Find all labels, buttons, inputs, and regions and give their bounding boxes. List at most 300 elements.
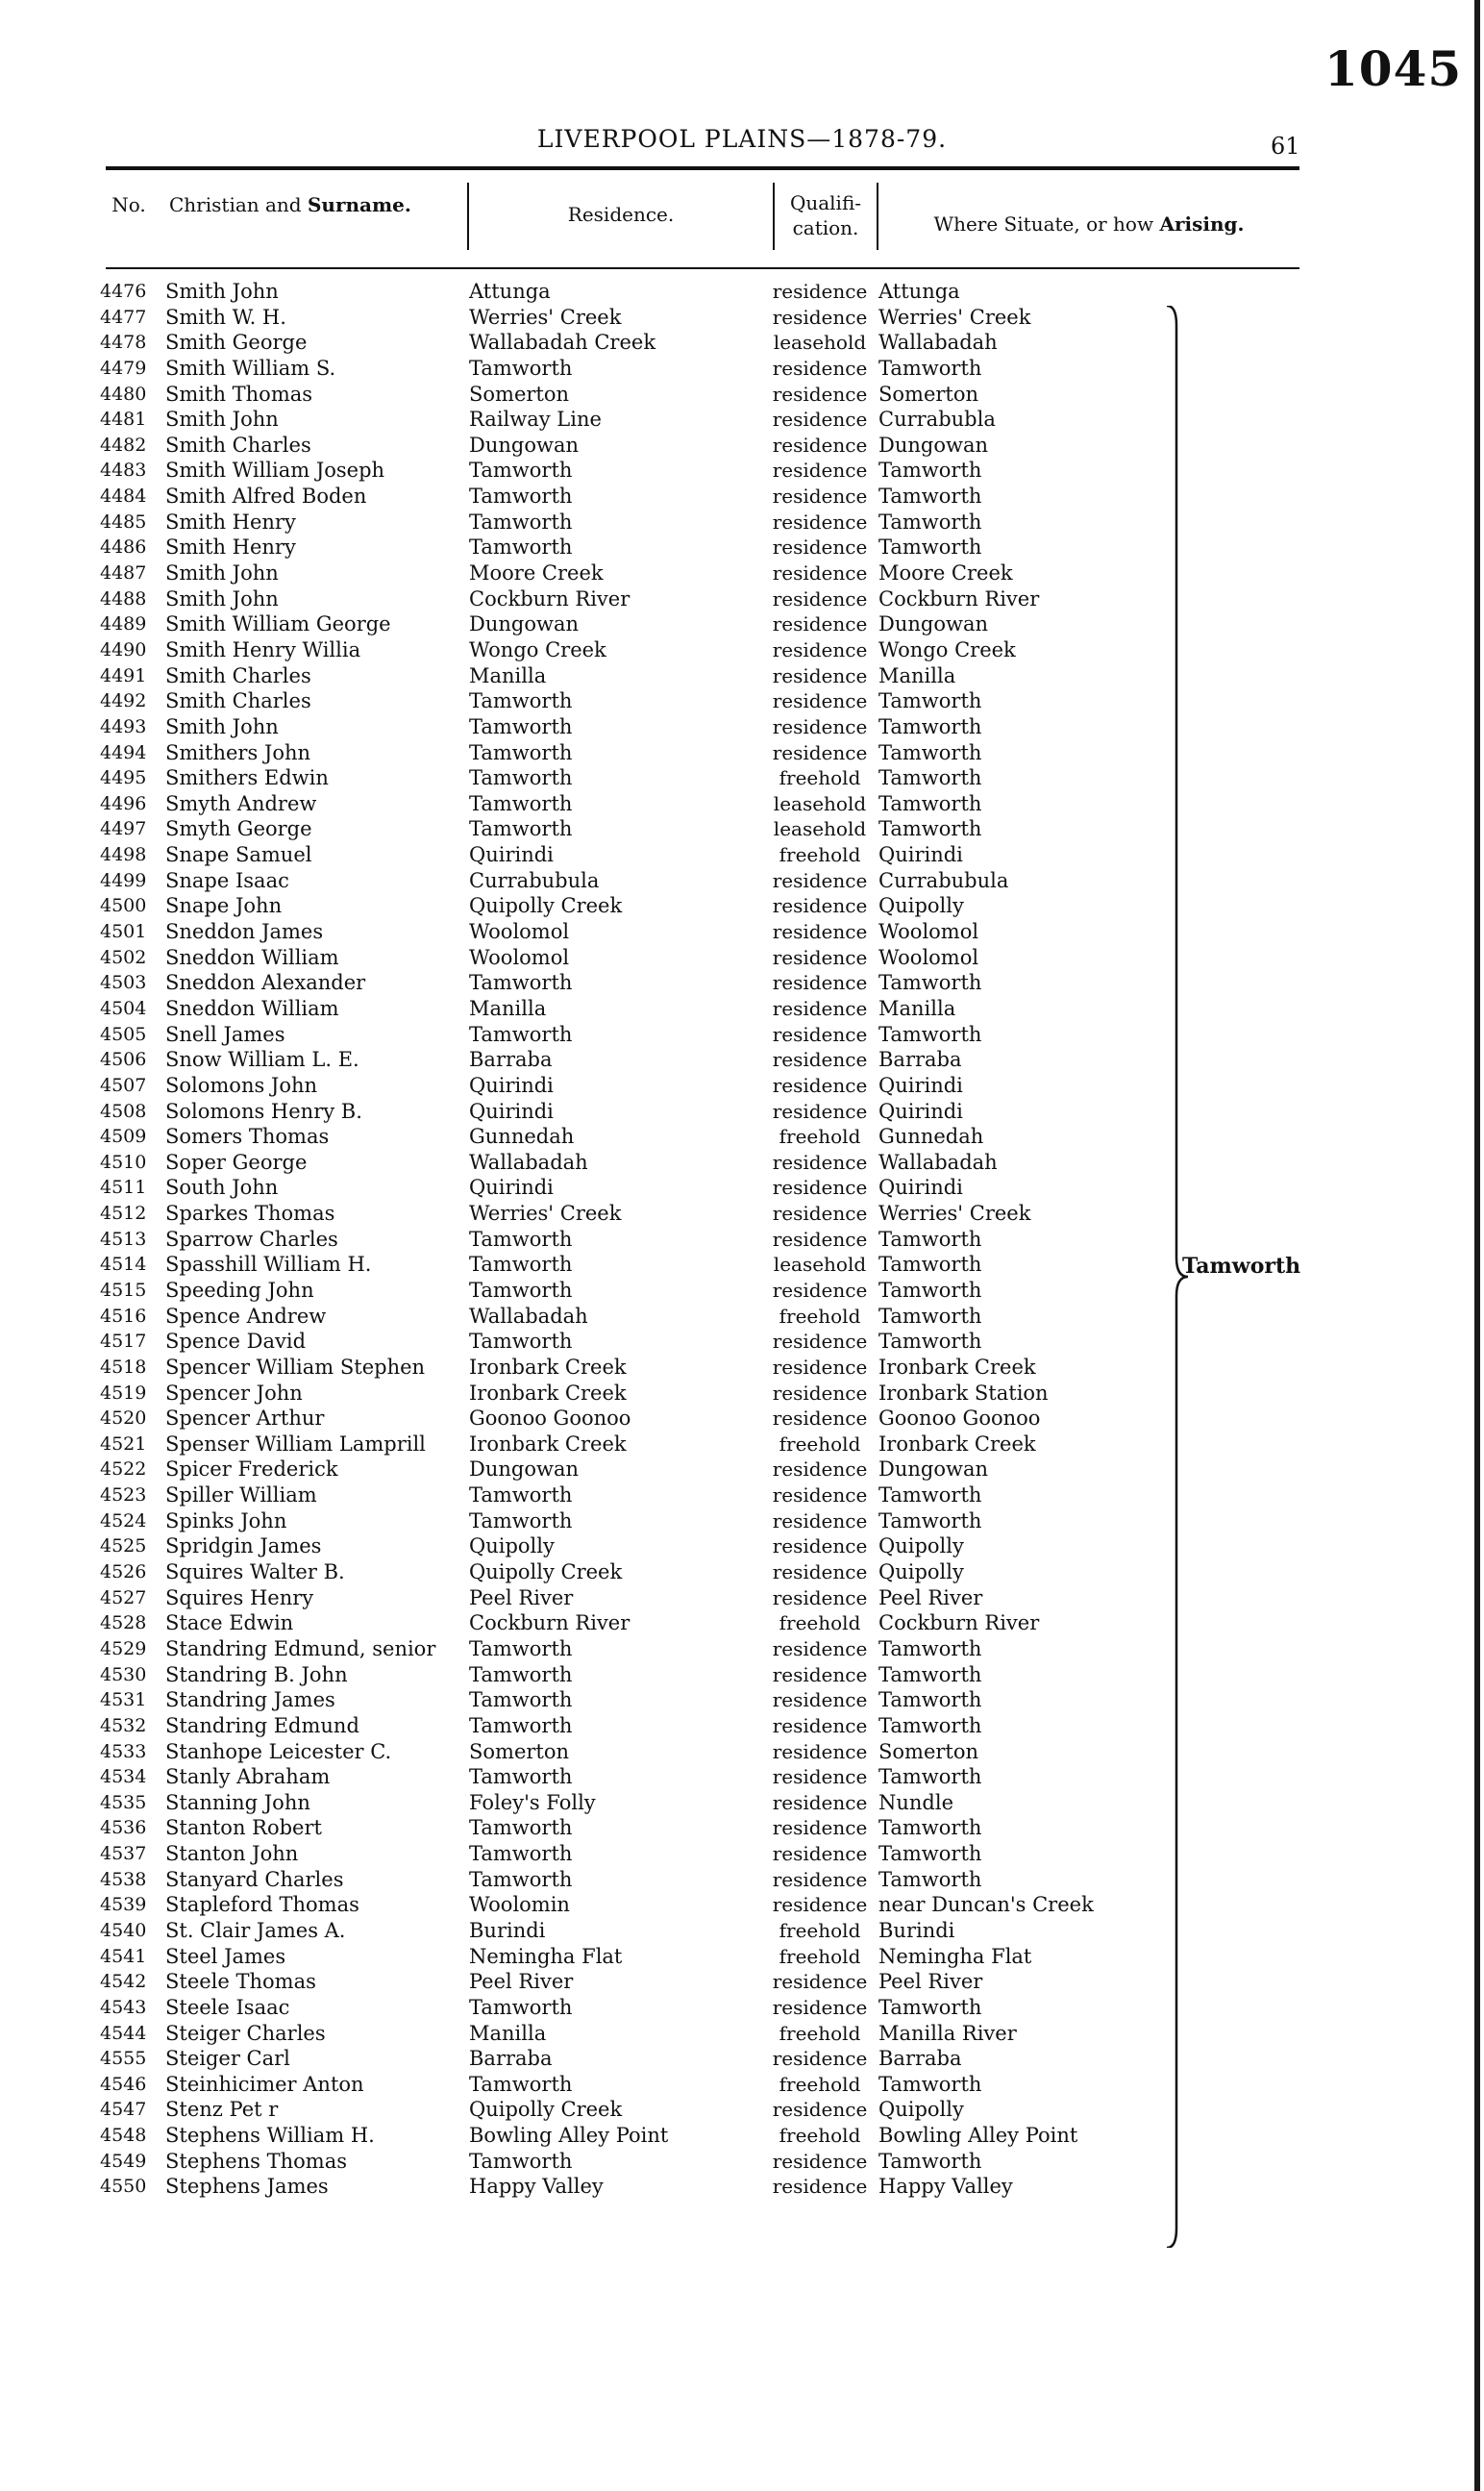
entry-where-situate: Tamworth — [878, 766, 982, 790]
table-row — [0, 1841, 1484, 1867]
entry-number: 4526 — [100, 1561, 147, 1583]
entry-where-situate: Peel River — [878, 1970, 983, 1994]
entry-name: Stanning John — [165, 1790, 310, 1814]
entry-number: 4497 — [100, 818, 147, 840]
entry-number: 4521 — [100, 1432, 147, 1455]
entry-residence: Dungowan — [469, 612, 579, 636]
entry-qualification: residence — [772, 561, 868, 585]
entry-residence: Tamworth — [469, 1330, 573, 1354]
entry-qualification: freehold — [779, 1919, 861, 1942]
entry-name: Sparrow Charles — [165, 1227, 338, 1251]
entry-number: 4495 — [100, 767, 147, 789]
entry-number: 4548 — [100, 2125, 147, 2147]
entry-number: 4486 — [100, 536, 147, 559]
table-row — [0, 1175, 1484, 1201]
entry-residence: Tamworth — [469, 1842, 573, 1866]
entry-residence: Tamworth — [469, 1867, 573, 1891]
entry-residence: Wallabadah Creek — [469, 331, 656, 355]
entry-residence: Attunga — [469, 280, 551, 303]
entry-name: Smyth George — [165, 817, 312, 841]
entry-number: 4494 — [100, 741, 147, 763]
stamp-number: 1045 — [1324, 40, 1463, 97]
table-row — [0, 816, 1484, 842]
entry-name: Smithers Edwin — [165, 766, 329, 790]
entry-where-situate: Cockburn River — [878, 1611, 1040, 1635]
entry-residence: Quipolly Creek — [469, 894, 623, 918]
entry-number: 4503 — [100, 972, 147, 994]
entry-where-situate: Cockburn River — [878, 586, 1040, 610]
column-header-where: Where Situate, or how Arising. — [933, 212, 1245, 236]
table-row — [0, 1022, 1484, 1048]
entry-residence: Tamworth — [469, 2072, 573, 2096]
entry-where-situate: Quipolly — [878, 1560, 964, 1584]
entry-number: 4505 — [100, 1023, 147, 1045]
entry-residence: Tamworth — [469, 766, 573, 790]
entry-name: Snell James — [165, 1022, 285, 1046]
entry-number: 4502 — [100, 946, 147, 968]
entry-number: 4509 — [100, 1126, 147, 1148]
entry-where-situate: Tamworth — [878, 485, 982, 509]
entry-number: 4500 — [100, 895, 147, 917]
entry-number: 4480 — [100, 383, 147, 405]
entry-where-situate: Barraba — [878, 1048, 962, 1072]
entry-name: Standring B. John — [165, 1662, 348, 1686]
entry-where-situate: Tamworth — [878, 1765, 982, 1789]
entry-where-situate: Wallabadah — [878, 331, 998, 355]
entry-name: Speeding John — [165, 1278, 314, 1302]
entry-where-situate: Barraba — [878, 2047, 962, 2071]
entry-name: Stephens William H. — [165, 2124, 375, 2148]
entry-number: 4513 — [100, 1228, 147, 1250]
column-header-no: No. — [111, 193, 146, 216]
entry-residence: Barraba — [469, 2047, 553, 2071]
entry-residence: Tamworth — [469, 510, 573, 534]
entry-number: 4478 — [100, 332, 147, 354]
entry-where-situate: Nemingha Flat — [878, 1944, 1032, 1968]
entry-name: Stenz Pet r — [165, 2098, 279, 2122]
entry-where-situate: Tamworth — [878, 1330, 982, 1354]
entry-where-situate: Ironbark Station — [878, 1381, 1049, 1405]
table-row — [0, 1355, 1484, 1381]
table-row — [0, 1201, 1484, 1227]
entry-qualification: residence — [772, 1765, 868, 1789]
entry-residence: Werries' Creek — [469, 1202, 622, 1226]
entry-qualification: freehold — [779, 1611, 861, 1635]
entry-name: Smith Thomas — [165, 382, 313, 406]
entry-number: 4487 — [100, 562, 147, 585]
entry-residence: Tamworth — [469, 1713, 573, 1737]
entry-residence: Quirindi — [469, 1176, 554, 1200]
entry-name: Stapleford Thomas — [165, 1893, 359, 1917]
table-row — [0, 1969, 1484, 1995]
entry-where-situate: Peel River — [878, 1585, 983, 1609]
entry-number: 4512 — [100, 1203, 147, 1225]
entry-name: Sparkes Thomas — [165, 1202, 335, 1226]
entry-qualification: residence — [772, 2098, 868, 2122]
entry-residence: Woolomol — [469, 945, 570, 969]
entry-number: 4476 — [100, 281, 147, 302]
entry-qualification: freehold — [779, 2072, 861, 2096]
entry-residence: Tamworth — [469, 1483, 573, 1507]
table-row — [0, 1764, 1484, 1790]
entry-where-situate: Ironbark Creek — [878, 1355, 1036, 1379]
entry-number: 4483 — [100, 460, 147, 482]
entry-residence: Tamworth — [469, 459, 573, 483]
table-row — [0, 1610, 1484, 1636]
entry-qualification: residence — [772, 1048, 868, 1072]
entry-where-situate: Somerton — [878, 1739, 979, 1763]
entry-name: Spiller William — [165, 1483, 317, 1507]
table-row — [0, 2021, 1484, 2047]
entry-where-situate: Currabubula — [878, 868, 1009, 892]
entry-number: 4519 — [100, 1382, 147, 1404]
entry-where-situate: Bowling Alley Point — [878, 2124, 1078, 2148]
table-row — [0, 1995, 1484, 2021]
entry-where-situate: Manilla River — [878, 2021, 1017, 2045]
entry-where-situate: Werries' Creek — [878, 305, 1031, 329]
entry-qualification: residence — [772, 1790, 868, 1814]
entry-qualification: residence — [772, 305, 868, 329]
entry-where-situate: Tamworth — [878, 1842, 982, 1866]
table-row — [0, 535, 1484, 560]
entry-number: 4532 — [100, 1714, 147, 1736]
table-row — [0, 1533, 1484, 1559]
entry-name: Smith William S. — [165, 356, 336, 380]
entry-number: 4537 — [100, 1843, 147, 1865]
entry-number: 4489 — [100, 613, 147, 635]
entry-qualification: residence — [772, 1202, 868, 1226]
entry-where-situate: Dungowan — [878, 433, 988, 457]
entry-where-situate: Somerton — [878, 382, 979, 406]
entry-name: Smith John — [165, 280, 279, 303]
entry-name: South John — [165, 1176, 279, 1200]
entry-residence: Quipolly Creek — [469, 1560, 623, 1584]
entry-where-situate: Dungowan — [878, 612, 988, 636]
table-row — [0, 1892, 1484, 1918]
entry-residence: Manilla — [469, 663, 547, 687]
entry-name: Snape John — [165, 894, 283, 918]
table-row — [0, 842, 1484, 868]
entry-number: 4524 — [100, 1509, 147, 1532]
entry-number: 4515 — [100, 1279, 147, 1301]
table-row — [0, 279, 1484, 305]
entry-residence: Somerton — [469, 382, 570, 406]
entry-number: 4549 — [100, 2150, 147, 2172]
entry-number: 4525 — [100, 1535, 147, 1557]
table-row — [0, 1381, 1484, 1407]
entry-name: Smith Charles — [165, 689, 311, 713]
entry-number: 4516 — [100, 1305, 147, 1327]
entry-residence: Railway Line — [469, 408, 602, 432]
entry-qualification: residence — [772, 382, 868, 406]
table-row — [0, 1432, 1484, 1457]
table-row — [0, 510, 1484, 536]
entry-number: 4535 — [100, 1791, 147, 1813]
entry-residence: Wallabadah — [469, 1304, 588, 1328]
entry-number: 4488 — [100, 587, 147, 610]
entry-residence: Tamworth — [469, 1278, 573, 1302]
entry-name: Stephens James — [165, 2175, 329, 2199]
entry-name: Spasshill William H. — [165, 1253, 372, 1277]
entry-qualification: residence — [772, 1842, 868, 1866]
table-row — [0, 1559, 1484, 1585]
entry-residence: Foley's Folly — [469, 1790, 596, 1814]
table-row — [0, 2174, 1484, 2200]
entry-name: Stanly Abraham — [165, 1765, 331, 1789]
entry-qualification: residence — [772, 2149, 868, 2173]
entry-qualification: residence — [772, 996, 868, 1020]
entry-where-situate: Tamworth — [878, 1867, 982, 1891]
entry-number: 4520 — [100, 1407, 147, 1430]
entry-residence: Tamworth — [469, 485, 573, 509]
entry-residence: Tamworth — [469, 536, 573, 560]
table-row — [0, 330, 1484, 356]
table-row — [0, 1944, 1484, 1970]
entry-residence: Woolomol — [469, 920, 570, 944]
table-row — [0, 1099, 1484, 1125]
entry-name: Standring Edmund — [165, 1713, 359, 1737]
entry-name: Snape Isaac — [165, 868, 289, 892]
page-title: LIVERPOOL PLAINS—1878-79. — [536, 125, 948, 153]
entry-qualification: freehold — [779, 2021, 861, 2045]
entry-name: Spencer Arthur — [165, 1407, 325, 1431]
entry-qualification: freehold — [779, 1125, 861, 1149]
entry-number: 4531 — [100, 1689, 147, 1711]
entry-name: Steel James — [165, 1944, 286, 1968]
table-row — [0, 433, 1484, 459]
entry-qualification: residence — [772, 920, 868, 944]
entry-qualification: residence — [772, 1099, 868, 1123]
entry-qualification: residence — [772, 1816, 868, 1840]
entry-residence: Tamworth — [469, 356, 573, 380]
entry-qualification: freehold — [779, 843, 861, 867]
entry-qualification: residence — [772, 485, 868, 509]
entry-qualification: residence — [772, 356, 868, 380]
table-row — [0, 1508, 1484, 1534]
entry-where-situate: Burindi — [878, 1919, 955, 1942]
column-header-name: Christian and Surname. — [169, 193, 411, 216]
entry-name: Somers Thomas — [165, 1125, 330, 1149]
entry-name: Smith Henry — [165, 510, 296, 534]
entry-residence: Tamworth — [469, 1765, 573, 1789]
entry-name: Smith John — [165, 408, 279, 432]
entry-number: 4528 — [100, 1612, 147, 1634]
entry-residence: Tamworth — [469, 1253, 573, 1277]
entry-number: 4527 — [100, 1586, 147, 1608]
entry-residence: Tamworth — [469, 1508, 573, 1532]
entry-number: 4482 — [100, 434, 147, 456]
entry-qualification: freehold — [779, 1304, 861, 1328]
entry-qualification: residence — [772, 510, 868, 534]
entry-where-situate: Tamworth — [878, 1662, 982, 1686]
entry-qualification: residence — [772, 2175, 868, 2199]
entry-number: 4499 — [100, 869, 147, 891]
table-row — [0, 2123, 1484, 2149]
entry-where-situate: Tamworth — [878, 740, 982, 764]
table-row — [0, 1329, 1484, 1355]
entry-residence: Quirindi — [469, 843, 554, 867]
table-row — [0, 356, 1484, 382]
entry-qualification: residence — [772, 689, 868, 713]
entry-where-situate: Tamworth — [878, 714, 982, 738]
entry-where-situate: Tamworth — [878, 356, 982, 380]
entry-name: Sneddon William — [165, 996, 339, 1020]
entry-where-situate: Wongo Creek — [878, 637, 1016, 661]
entry-qualification: residence — [772, 1330, 868, 1354]
entry-number: 4511 — [100, 1177, 147, 1199]
table-row — [0, 945, 1484, 971]
entry-name: Smith Henry — [165, 536, 296, 560]
entry-qualification: residence — [772, 1662, 868, 1686]
entry-where-situate: Happy Valley — [878, 2175, 1013, 2199]
entry-qualification: residence — [772, 1227, 868, 1251]
entry-qualification: residence — [772, 1534, 868, 1558]
entry-qualification: residence — [772, 1176, 868, 1200]
entry-qualification: residence — [772, 1560, 868, 1584]
entry-qualification: residence — [772, 1278, 868, 1302]
entry-where-situate: Tamworth — [878, 536, 982, 560]
entry-where-situate: Tamworth — [878, 817, 982, 841]
entry-where-situate: near Duncan's Creek — [878, 1893, 1094, 1917]
table-row — [0, 919, 1484, 945]
entry-name: Solomons Henry B. — [165, 1099, 362, 1123]
entry-number: 4529 — [100, 1637, 147, 1659]
entry-qualification: residence — [772, 1688, 868, 1712]
entry-qualification: residence — [772, 408, 868, 432]
entry-where-situate: Nundle — [878, 1790, 954, 1814]
entry-residence: Tamworth — [469, 689, 573, 713]
entry-qualification: residence — [772, 1893, 868, 1917]
entry-name: Spridgin James — [165, 1534, 322, 1558]
entry-number: 4506 — [100, 1049, 147, 1071]
entry-residence: Gunnedah — [469, 1125, 575, 1149]
brace-label: Tamworth — [1182, 1254, 1301, 1279]
entry-name: Smith William George — [165, 612, 391, 636]
entry-where-situate: Tamworth — [878, 971, 982, 995]
entry-residence: Tamworth — [469, 817, 573, 841]
entry-where-situate: Quipolly — [878, 894, 964, 918]
table-row — [0, 2097, 1484, 2123]
entry-where-situate: Tamworth — [878, 689, 982, 713]
entry-residence: Somerton — [469, 1739, 570, 1763]
entry-qualification: residence — [772, 2047, 868, 2071]
entry-name: Stanyard Charles — [165, 1867, 344, 1891]
entry-qualification: freehold — [779, 1944, 861, 1968]
entry-where-situate: Tamworth — [878, 2072, 982, 2096]
entry-qualification: residence — [772, 1713, 868, 1737]
entry-where-situate: Quirindi — [878, 1073, 963, 1097]
entry-number: 4490 — [100, 638, 147, 660]
entry-qualification: residence — [772, 1381, 868, 1405]
entry-where-situate: Tamworth — [878, 1508, 982, 1532]
entry-residence: Quipolly Creek — [469, 2098, 623, 2122]
entry-number: 4492 — [100, 690, 147, 712]
entry-name: Snape Samuel — [165, 843, 312, 867]
entry-name: Spicer Frederick — [165, 1457, 338, 1482]
table-row — [0, 1636, 1484, 1662]
entry-where-situate: Tamworth — [878, 1022, 982, 1046]
entry-name: Soper George — [165, 1150, 308, 1174]
entry-name: Steele Isaac — [165, 1995, 290, 2019]
table-row — [0, 1867, 1484, 1893]
entry-residence: Quipolly — [469, 1534, 555, 1558]
entry-name: Smith John — [165, 714, 279, 738]
entry-residence: Tamworth — [469, 714, 573, 738]
entry-qualification: leasehold — [773, 817, 867, 841]
entry-number: 4555 — [100, 2048, 147, 2070]
entry-residence: Currabubula — [469, 868, 600, 892]
entry-number: 4547 — [100, 2099, 147, 2121]
entry-residence: Tamworth — [469, 1816, 573, 1840]
table-row — [0, 1304, 1484, 1330]
entry-name: Sneddon William — [165, 945, 339, 969]
table-row — [0, 1124, 1484, 1150]
entry-number: 4501 — [100, 921, 147, 943]
entry-number: 4477 — [100, 306, 147, 328]
entry-where-situate: Tamworth — [878, 2149, 982, 2173]
entry-qualification: residence — [772, 1483, 868, 1507]
entry-name: Sneddon Alexander — [165, 971, 366, 995]
entry-name: Smith Charles — [165, 663, 311, 687]
entry-residence: Tamworth — [469, 1022, 573, 1046]
entry-where-situate: Quipolly — [878, 2098, 964, 2122]
entry-residence: Ironbark Creek — [469, 1355, 627, 1379]
entry-qualification: residence — [772, 433, 868, 457]
entry-qualification: residence — [772, 714, 868, 738]
entry-qualification: residence — [772, 586, 868, 610]
entry-name: Solomons John — [165, 1073, 318, 1097]
entry-residence: Tamworth — [469, 1662, 573, 1686]
table-row — [0, 714, 1484, 740]
entry-name: Smith Henry Willia — [165, 637, 361, 661]
entry-number: 4533 — [100, 1740, 147, 1762]
entry-where-situate: Tamworth — [878, 510, 982, 534]
table-row — [0, 1073, 1484, 1099]
table-row — [0, 791, 1484, 817]
entry-name: Steinhicimer Anton — [165, 2072, 364, 2096]
entry-name: Smith William Joseph — [165, 459, 385, 483]
entry-qualification: residence — [772, 1508, 868, 1532]
entry-where-situate: Quirindi — [878, 843, 963, 867]
entry-residence: Burindi — [469, 1919, 546, 1942]
entry-residence: Bowling Alley Point — [469, 2124, 669, 2148]
entry-where-situate: Tamworth — [878, 1227, 982, 1251]
entry-residence: Manilla — [469, 996, 547, 1020]
entry-name: Stephens Thomas — [165, 2149, 348, 2173]
entry-residence: Tamworth — [469, 740, 573, 764]
entry-name: Standring James — [165, 1688, 335, 1712]
entry-qualification: residence — [772, 1636, 868, 1660]
entry-where-situate: Tamworth — [878, 1253, 982, 1277]
entry-where-situate: Tamworth — [878, 1688, 982, 1712]
entry-residence: Cockburn River — [469, 1611, 631, 1635]
entry-number: 4542 — [100, 1971, 147, 1993]
entry-number: 4485 — [100, 511, 147, 533]
entry-name: Smith George — [165, 331, 308, 355]
table-row — [0, 1482, 1484, 1508]
entry-number: 4507 — [100, 1074, 147, 1096]
entry-qualification: residence — [772, 280, 868, 303]
entry-number: 4493 — [100, 715, 147, 737]
entry-qualification: leasehold — [773, 1253, 867, 1277]
entry-qualification: residence — [772, 536, 868, 560]
entry-number: 4536 — [100, 1817, 147, 1839]
entry-qualification: residence — [772, 945, 868, 969]
entry-number: 4543 — [100, 1996, 147, 2018]
entry-residence: Peel River — [469, 1970, 574, 1994]
table-row — [0, 1457, 1484, 1482]
entry-qualification: residence — [772, 868, 868, 892]
